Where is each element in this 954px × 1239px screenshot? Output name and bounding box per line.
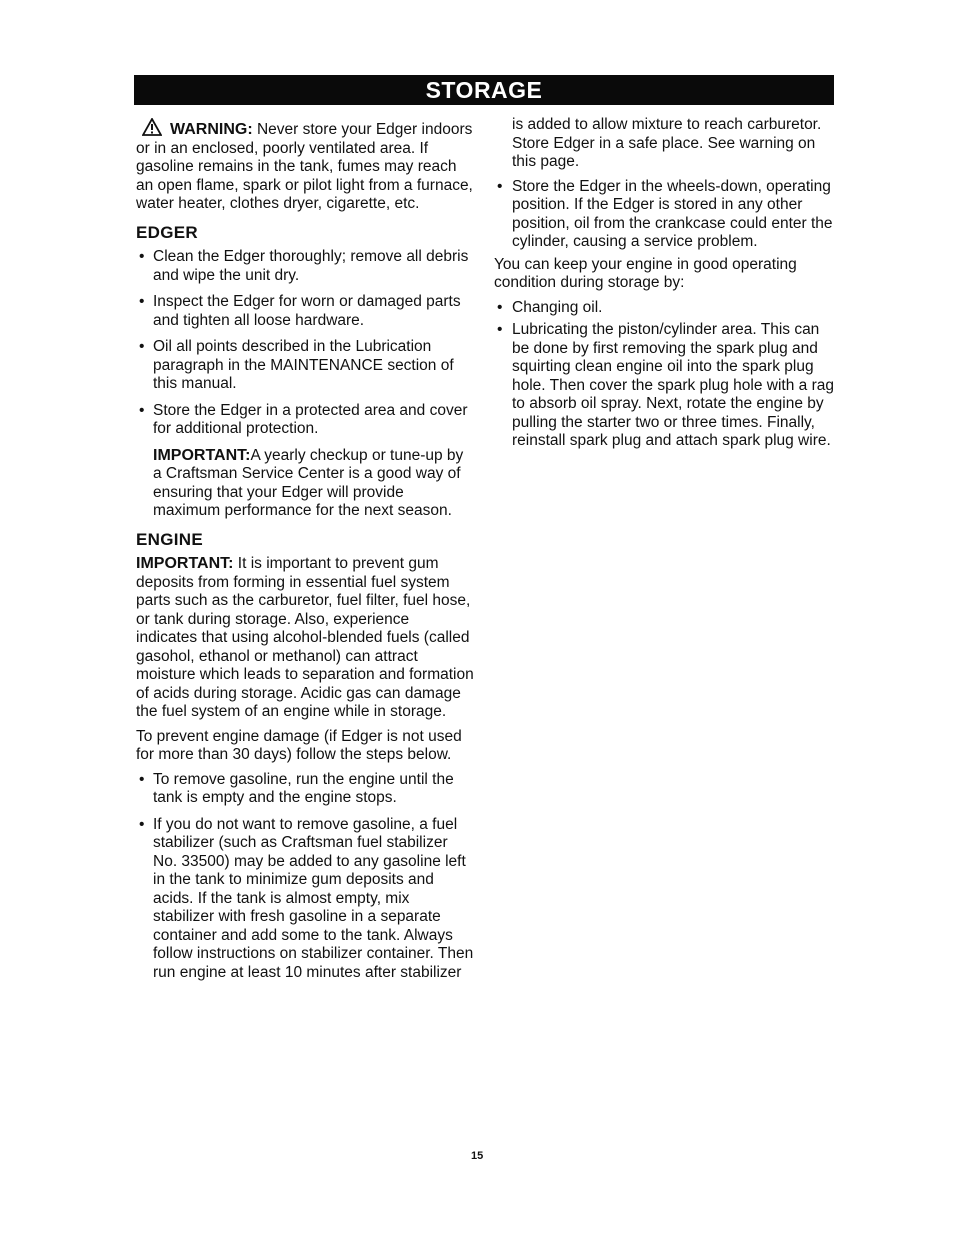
warning-text: Never store your Edger indoors or in an enclosed, poorly ventilated area. If gasoline remains in the tank, fumes may reach an open flame, spark or pilot light from a furnace, water heater, clothes dryer, cigarette, etc. bbox=[136, 121, 473, 212]
keep-paragraph: You can keep your engine in good operating condition during storage by: bbox=[494, 255, 797, 291]
warning-paragraph bbox=[136, 118, 474, 214]
engine-important bbox=[136, 555, 474, 722]
bullet: • bbox=[497, 321, 503, 338]
engine-list bbox=[136, 771, 474, 983]
important-label: IMPORTANT: bbox=[136, 555, 234, 572]
bullet: • bbox=[497, 298, 503, 316]
list-item-text: Changing oil. bbox=[512, 298, 603, 316]
list-item-text: Oil all points described in the Lubrication paragraph in the MAINTENANCE section of this manual. bbox=[153, 338, 454, 392]
list-item-text: Store the Edger in the wheels-down, operating position. If the Edger is stored in any other position, oil from the crankcase could enter the cylinder, causing a service problem. bbox=[512, 177, 833, 250]
list-item-text: To remove gasoline, run the engine until the tank is empty and the engine stops. bbox=[153, 770, 454, 806]
list-item bbox=[136, 402, 474, 439]
right-column bbox=[494, 116, 834, 455]
storage-banner: STORAGE bbox=[134, 75, 834, 105]
list-item bbox=[136, 816, 474, 983]
edger-list bbox=[136, 248, 474, 439]
list-item bbox=[136, 771, 474, 808]
edger-heading: EDGER bbox=[136, 222, 198, 242]
list-item-text: Inspect the Edger for worn or damaged parts and tighten all loose hardware. bbox=[153, 293, 461, 329]
list-item bbox=[136, 338, 474, 394]
prevent-paragraph: To prevent engine damage (if Edger is not used for more than 30 days) follow the steps below. bbox=[136, 727, 462, 763]
warning-label: WARNING: bbox=[170, 121, 253, 138]
left-column bbox=[136, 118, 474, 990]
engine-heading: ENGINE bbox=[136, 529, 203, 549]
list-item bbox=[136, 293, 474, 330]
bullet: • bbox=[139, 815, 145, 833]
bullet: • bbox=[139, 770, 145, 788]
list-item bbox=[494, 178, 834, 252]
list-item-text: Lubricating the piston/cylinder area. This can be done by first removing the spark plug and squirting clean engine oil into the spark plug hole. Then cover the spark plug hole with a rag to absorb oil spray. Next, rotate the engine by pulling the starter two or three times. Finally, reinstall spark plug and attach spark plug wire. bbox=[512, 321, 834, 449]
list-item-text: Store the Edger in a protected area and cover for additional protection. bbox=[153, 401, 468, 437]
bullet: • bbox=[139, 338, 145, 355]
important-label: IMPORTANT: bbox=[153, 446, 251, 464]
list-item bbox=[494, 299, 834, 318]
bullet: • bbox=[139, 248, 145, 265]
keep-list bbox=[494, 299, 834, 451]
list-item-text: If you do not want to remove gasoline, a fuel stabilizer (such as Craftsman fuel stabilizer No. 33500) may be added to any gasoline left in the tank to minimize gum deposits and acids. If the tank is almost empty, mix stabilizer with fresh gasoline in a separate container and add some to the tank. Always follow instructions on stabilizer container. Then run engine at least 10 minutes after stabilizer bbox=[153, 815, 474, 981]
bullet: • bbox=[139, 293, 145, 310]
warning-triangle-icon bbox=[142, 118, 162, 136]
continuation-paragraph: is added to allow mixture to reach carburetor. Store Edger in a safe place. See warning on this page. bbox=[512, 116, 822, 170]
bullet: • bbox=[139, 401, 145, 419]
important-text: A yearly checkup or tune-up by a Craftsman Service Center is a good way of ensuring that your Edger will provide maximum performance for the next season. bbox=[153, 446, 464, 519]
page-number: 15 bbox=[471, 1150, 484, 1162]
store-list bbox=[494, 178, 834, 252]
list-item bbox=[494, 321, 834, 451]
important-text: It is important to prevent gum deposits from forming in essential fuel system parts such as the carburetor, fuel filter, fuel hose, or tank during storage. Also, experience indicates that using alcohol-blended fuels (called gasohol, ethanol or methanol) can attract moisture which leads to separation and formation of acids during storage. Acidic gas can damage the fuel system of an engine while in storage. bbox=[136, 555, 474, 720]
bullet: • bbox=[497, 177, 503, 195]
edger-important bbox=[136, 447, 474, 521]
list-item-text: Clean the Edger thoroughly; remove all debris and wipe the unit dry. bbox=[153, 248, 469, 284]
list-item bbox=[136, 248, 474, 285]
